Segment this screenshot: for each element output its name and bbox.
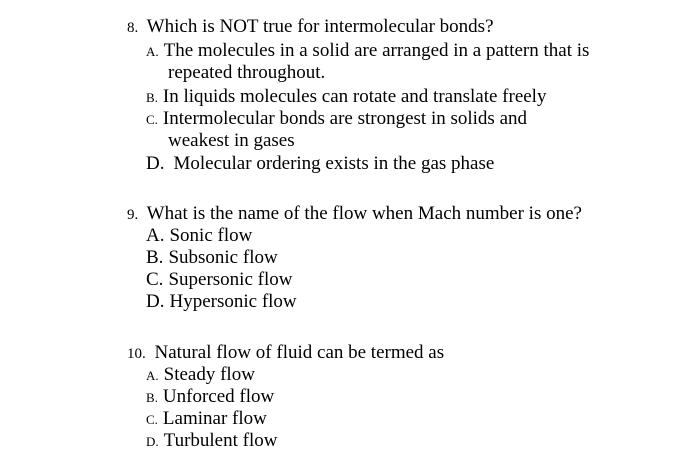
question-9-text <box>127 203 582 226</box>
option-a <box>146 225 252 247</box>
option-a <box>146 40 589 63</box>
option-c <box>146 408 267 431</box>
option-letter: A. <box>146 368 159 383</box>
question-prompt: What is the name of the flow when Mach number is one? <box>146 203 582 224</box>
option-text: Molecular ordering exists in the gas phase <box>173 153 495 174</box>
option-letter: D. <box>146 434 159 449</box>
option-d <box>146 430 277 453</box>
option-text: The molecules in a solid are arranged in a pattern that is <box>163 40 590 61</box>
option-letter: D. <box>146 291 165 312</box>
option-c <box>146 108 527 131</box>
option-d <box>146 153 494 175</box>
question-prompt: Natural flow of fluid can be termed as <box>154 342 445 363</box>
option-letter: B. <box>146 390 158 405</box>
question-number: 9. <box>127 207 139 223</box>
option-text: Subsonic flow <box>168 247 278 268</box>
option-text: Turbulent flow <box>163 430 278 451</box>
option-text: Supersonic flow <box>168 269 293 290</box>
question-8-text <box>127 16 494 39</box>
option-b <box>146 386 274 409</box>
option-letter: C. <box>146 112 158 127</box>
option-c-continuation: weakest in gases <box>168 130 295 151</box>
option-b <box>146 86 546 109</box>
option-text: Hypersonic flow <box>169 291 297 312</box>
option-letter: D. <box>146 153 165 174</box>
question-10-text <box>127 342 444 365</box>
option-letter: A. <box>146 225 165 246</box>
option-text: Laminar flow <box>162 408 267 429</box>
option-a-continuation: repeated throughout. <box>168 62 326 83</box>
option-letter: C. <box>146 412 158 427</box>
question-number: 10. <box>127 346 146 362</box>
option-d <box>146 291 297 313</box>
question-prompt: Which is NOT true for intermolecular bonds? <box>146 16 494 37</box>
option-text: Unforced flow <box>162 386 275 407</box>
option-text: Sonic flow <box>169 225 253 246</box>
option-letter: A. <box>146 44 159 59</box>
option-letter: C. <box>146 269 164 290</box>
option-b <box>146 247 278 269</box>
question-number: 8. <box>127 20 139 36</box>
option-letter: B. <box>146 90 158 105</box>
option-text: Steady flow <box>163 364 255 385</box>
option-c <box>146 269 292 291</box>
option-a <box>146 364 255 387</box>
option-letter: B. <box>146 247 164 268</box>
option-text: Intermolecular bonds are strongest in solids and <box>162 108 528 129</box>
option-text: In liquids molecules can rotate and translate freely <box>162 86 547 107</box>
